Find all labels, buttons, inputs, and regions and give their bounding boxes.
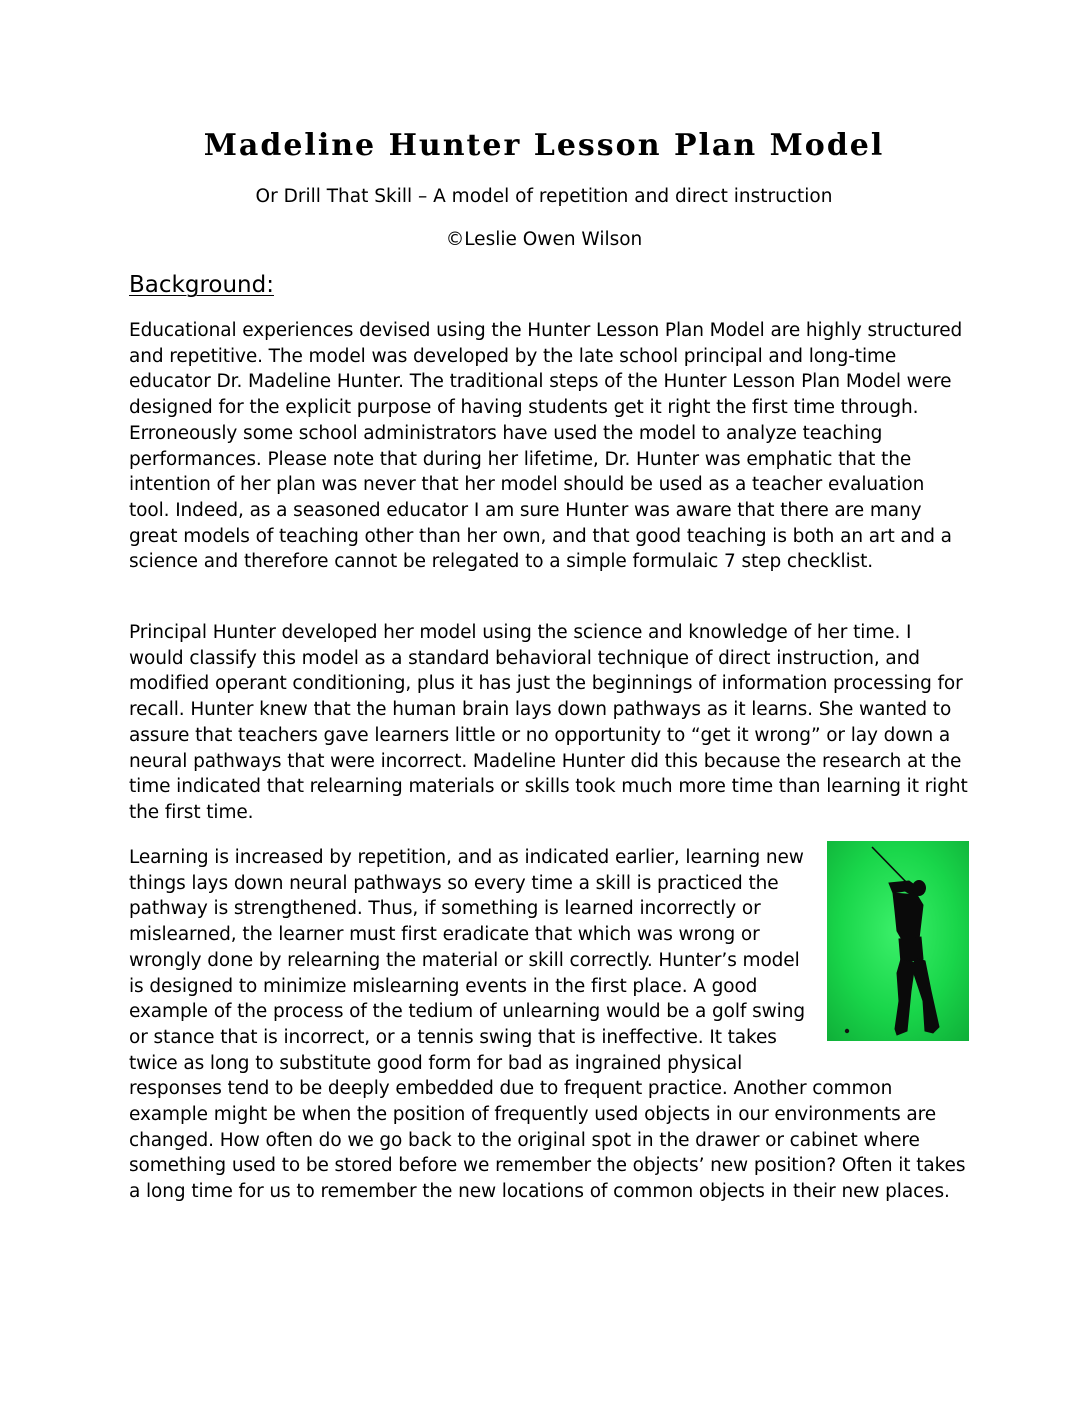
document-author: ©Leslie Owen Wilson: [445, 229, 643, 250]
paragraph-1: Educational experiences devised using the Hunter Lesson Plan Model are highly structured and repetitive. The model was developed by the late school principal and long-time educator Dr. Madeline Hunter. The traditional steps of the Hunter Lesson Plan Model were designed for the explicit purpose of having students get it right the first time through. Erroneously some school administrators have used the model to analyze teaching performances. Please note that during her lifetime, Dr. Hunter was emphatic that the intention of her plan was never that her model should be used as a teacher evaluation tool. Indeed, as a seasoned educator I am sure Hunter was aware that there are many great models of teaching other than her own, and that good teaching is both an art and a science and therefore cannot be relegated to a simple formulaic 7 step checklist.: [129, 320, 963, 573]
document-subtitle: Or Drill That Skill – A model of repetition and direct instruction: [255, 186, 833, 207]
section-heading-background: Background:: [129, 272, 274, 298]
paragraph-3: Learning is increased by repetition, and as indicated earlier, learning new things lays down neural pathways so every time a skill is practiced the pathway is strengthened. Thus, if something is learned incorrectly or mislearned, the learner must first eradicate that which was wrong or wrongly done by relearning the material or skill correctly. Hunter’s model is designed to minimize mislearning events in the first place. A good example of the process of the tedium of unlearning would be a golf swing or stance that is incorrect, or a tennis swing that is ineffective. It takes twice as long to substitute good form for bad as ingrained physical responses tend to be deeply embedded due to frequent practice. Another common example might be when the position of frequently used objects in our environments are changed. How often do we go back to the original spot in the drawer or cabinet where something used to be stored before we remember the objects’ new position? Often it takes a long time for us to remember the new locations of common objects in their new places.: [129, 847, 966, 1203]
golf-figure: [817, 845, 969, 1051]
golfer-silhouette-icon: [827, 841, 969, 1041]
paragraph-2: Principal Hunter developed her model using the science and knowledge of her time. I would classify this model as a standard behavioral technique of direct instruction, and modified operant conditioning, plus it has just the beginnings of information processing for recall. Hunter knew that the human brain lays down pathways as it learns. She wanted to assure that teachers gave learners little or no opportunity to “get it wrong” or lay down a neural pathways that were incorrect. Madeline Hunter did this because the research at the time indicated that relearning materials or skills took much more time than learning it right the first time.: [129, 622, 968, 823]
document-title: Madeline Hunter Lesson Plan Model: [203, 128, 885, 163]
paragraph-3-container: [129, 845, 969, 1205]
